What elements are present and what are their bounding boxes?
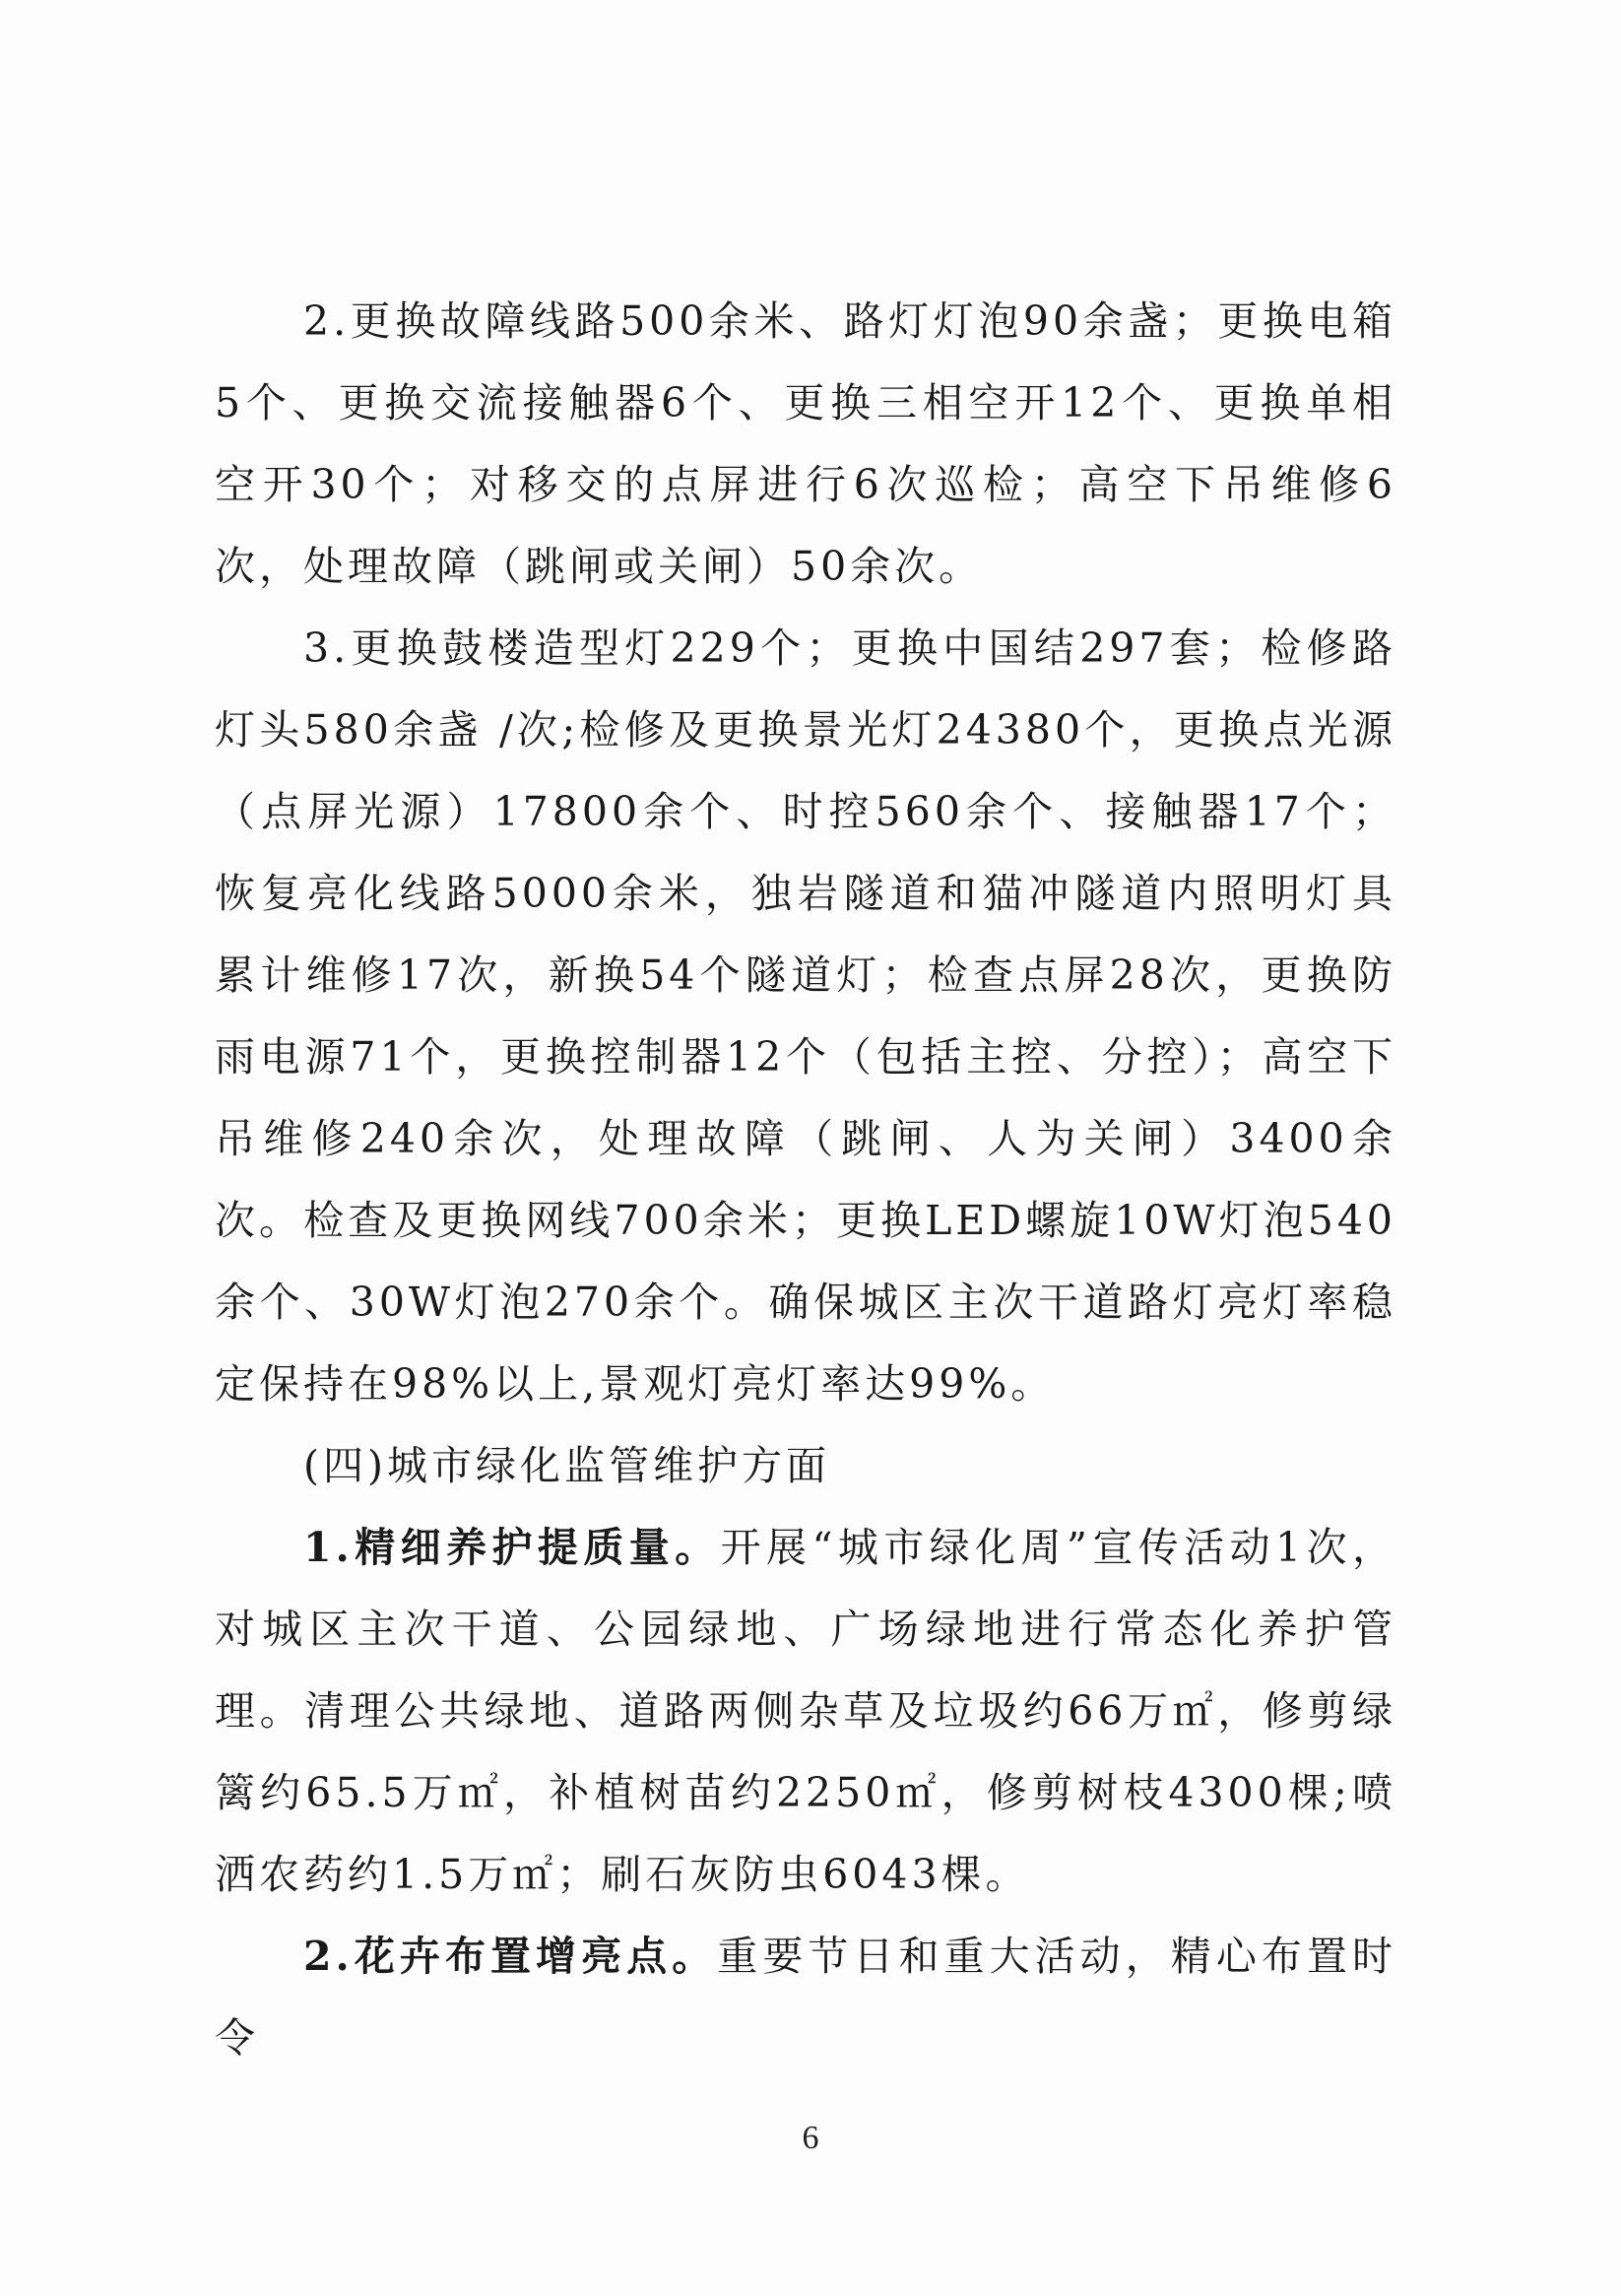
page-number: 6 bbox=[802, 2120, 819, 2156]
item-text: 开展“城市绿化周”宣传活动1次，对城区主次干道、公园绿地、广场绿地进行常态化养护管理。清理公共绿地、道路两侧杂草及垃圾约66万㎡，修剪绿篱约65.5万㎡，补植树苗约2250㎡，修剪树枝4300棵;喷洒农药约1.5万㎡；刷石灰防虫6043棵。 bbox=[215, 1524, 1396, 1898]
paragraph-repair-lines: 2.更换故障线路500余米、路灯灯泡90余盏；更换电箱5个、更换交流接触器6个、更换三相空开12个、更换单相空开30个；对移交的点屏进行6次巡检；高空下吊维修6次，处理故障（跳闸或关闸）50余次。 bbox=[215, 297, 1396, 590]
document-body bbox=[215, 281, 1396, 2079]
item-lead: 2.花卉布置增亮点。 bbox=[303, 1933, 718, 1980]
item-lead: 1.精细养护提质量。 bbox=[303, 1524, 721, 1571]
item-flower-arrangement bbox=[215, 1916, 1396, 2079]
item-text: 重要节日和重大活动，精心布置时令 bbox=[215, 1933, 1396, 2062]
item-fine-maintenance bbox=[215, 1507, 1396, 1916]
section-heading-greening: (四)城市绿化监管维护方面 bbox=[303, 1442, 830, 1489]
paragraph-lighting-maintenance: 3.更换鼓楼造型灯229个；更换中国结297套；检修路灯头580余盏 /次;检修及更换景光灯24380个，更换点光源（点屏光源）17800余个、时控560余个、接触器17个；恢复亮化线路5000余米，独岩隧道和猫冲隧道内照明灯具累计维修17次，新换54个隧道灯；检查点屏28次，更换防雨电源71个，更换控制器12个（包括主控、分控）；高空下吊维修240余次，处理故障（跳闸、人为关闸）3400余次。检查及更换网线700余米；更换LED螺旋10W灯泡540余个、30W灯泡270余个。确保城区主次干道路灯亮灯率稳定保持在98%以上,景观灯亮灯率达99%。 bbox=[215, 624, 1396, 1408]
